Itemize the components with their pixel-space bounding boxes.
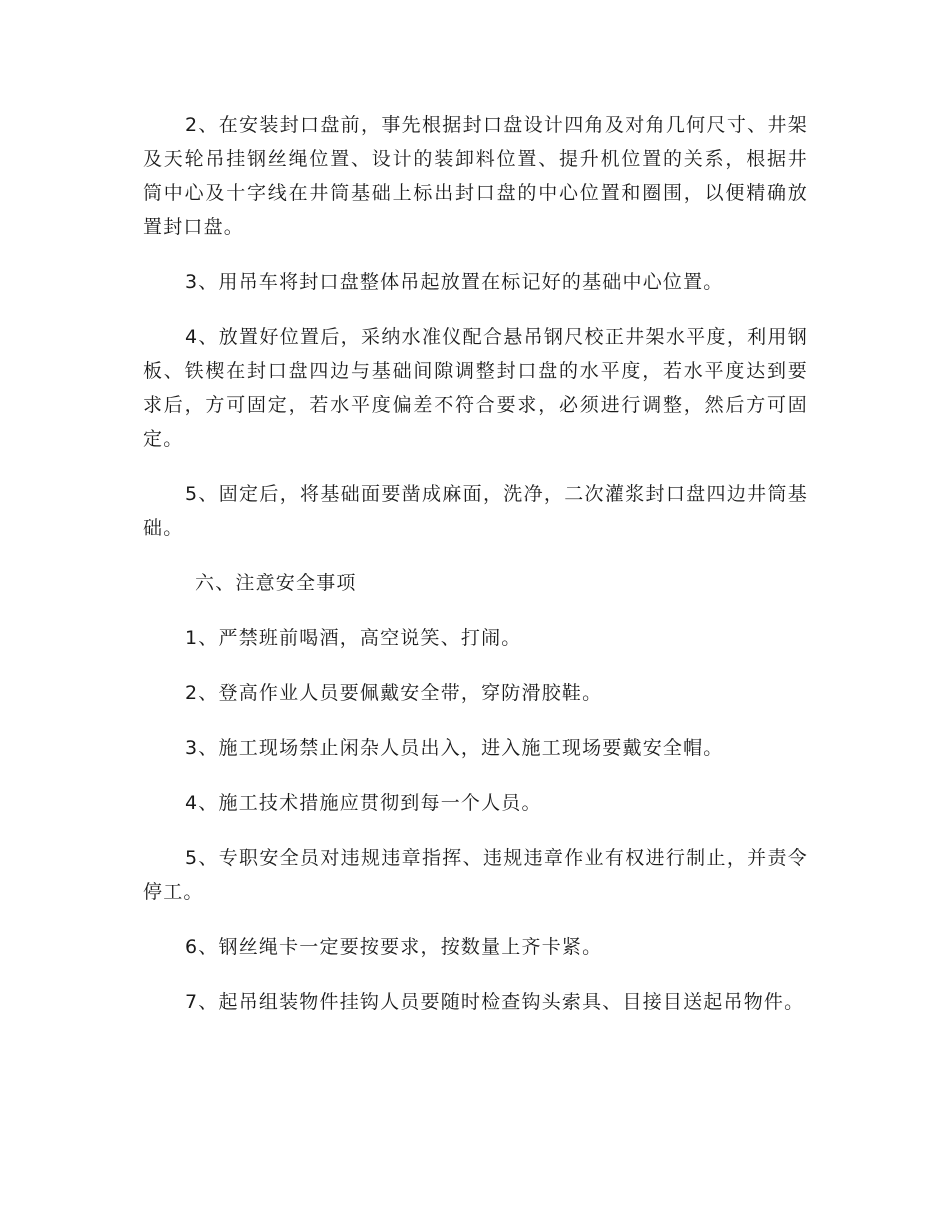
- paragraph-step-5: 5、固定后，将基础面要凿成麻面，洗净，二次灌浆封口盘四边井筒基础。: [143, 483, 808, 539]
- safety-item-5: 5、专职安全员对违规违章指挥、违规违章作业有权进行制止，并责令停工。: [143, 847, 808, 903]
- paragraph-step-4: 4、放置好位置后，采纳水准仪配合悬吊钢尺校正井架水平度，利用钢板、铁楔在封口盘四边与基础间隙调整封口盘的水平度，若水平度达到要求后，方可固定，若水平度偏差不符合要求，必须进行调整，然后方可固定。: [143, 326, 808, 450]
- safety-item-2: 2、登高作业人员要佩戴安全带，穿防滑胶鞋。: [185, 682, 603, 704]
- document-body: [143, 108, 808, 1040]
- safety-item-7: 7、起吊组装物件挂钩人员要随时检查钩头索具、目接目送起吊物件。: [185, 991, 805, 1013]
- safety-item-4: 4、施工技术措施应贯彻到每一个人员。: [185, 792, 542, 814]
- safety-item-3: 3、施工现场禁止闲杂人员出入，进入施工现场要戴安全帽。: [185, 737, 724, 759]
- paragraph-step-3: 3、用吊车将封口盘整体吊起放置在标记好的基础中心位置。: [185, 271, 724, 293]
- safety-item-1: 1、严禁班前喝酒，高空说笑、打闹。: [185, 627, 522, 649]
- paragraph-step-2: 2、在安装封口盘前，事先根据封口盘设计四角及对角几何尺寸、井架及天轮吊挂钢丝绳位置、设计的装卸料位置、提升机位置的关系，根据井筒中心及十字线在井筒基础上标出封口盘的中心位置和圈围，以便精确放置封口盘。: [143, 114, 808, 238]
- safety-item-6: 6、钢丝绳卡一定要按要求，按数量上齐卡紧。: [185, 936, 603, 958]
- section-heading-safety: 六、注意安全事项: [195, 572, 357, 594]
